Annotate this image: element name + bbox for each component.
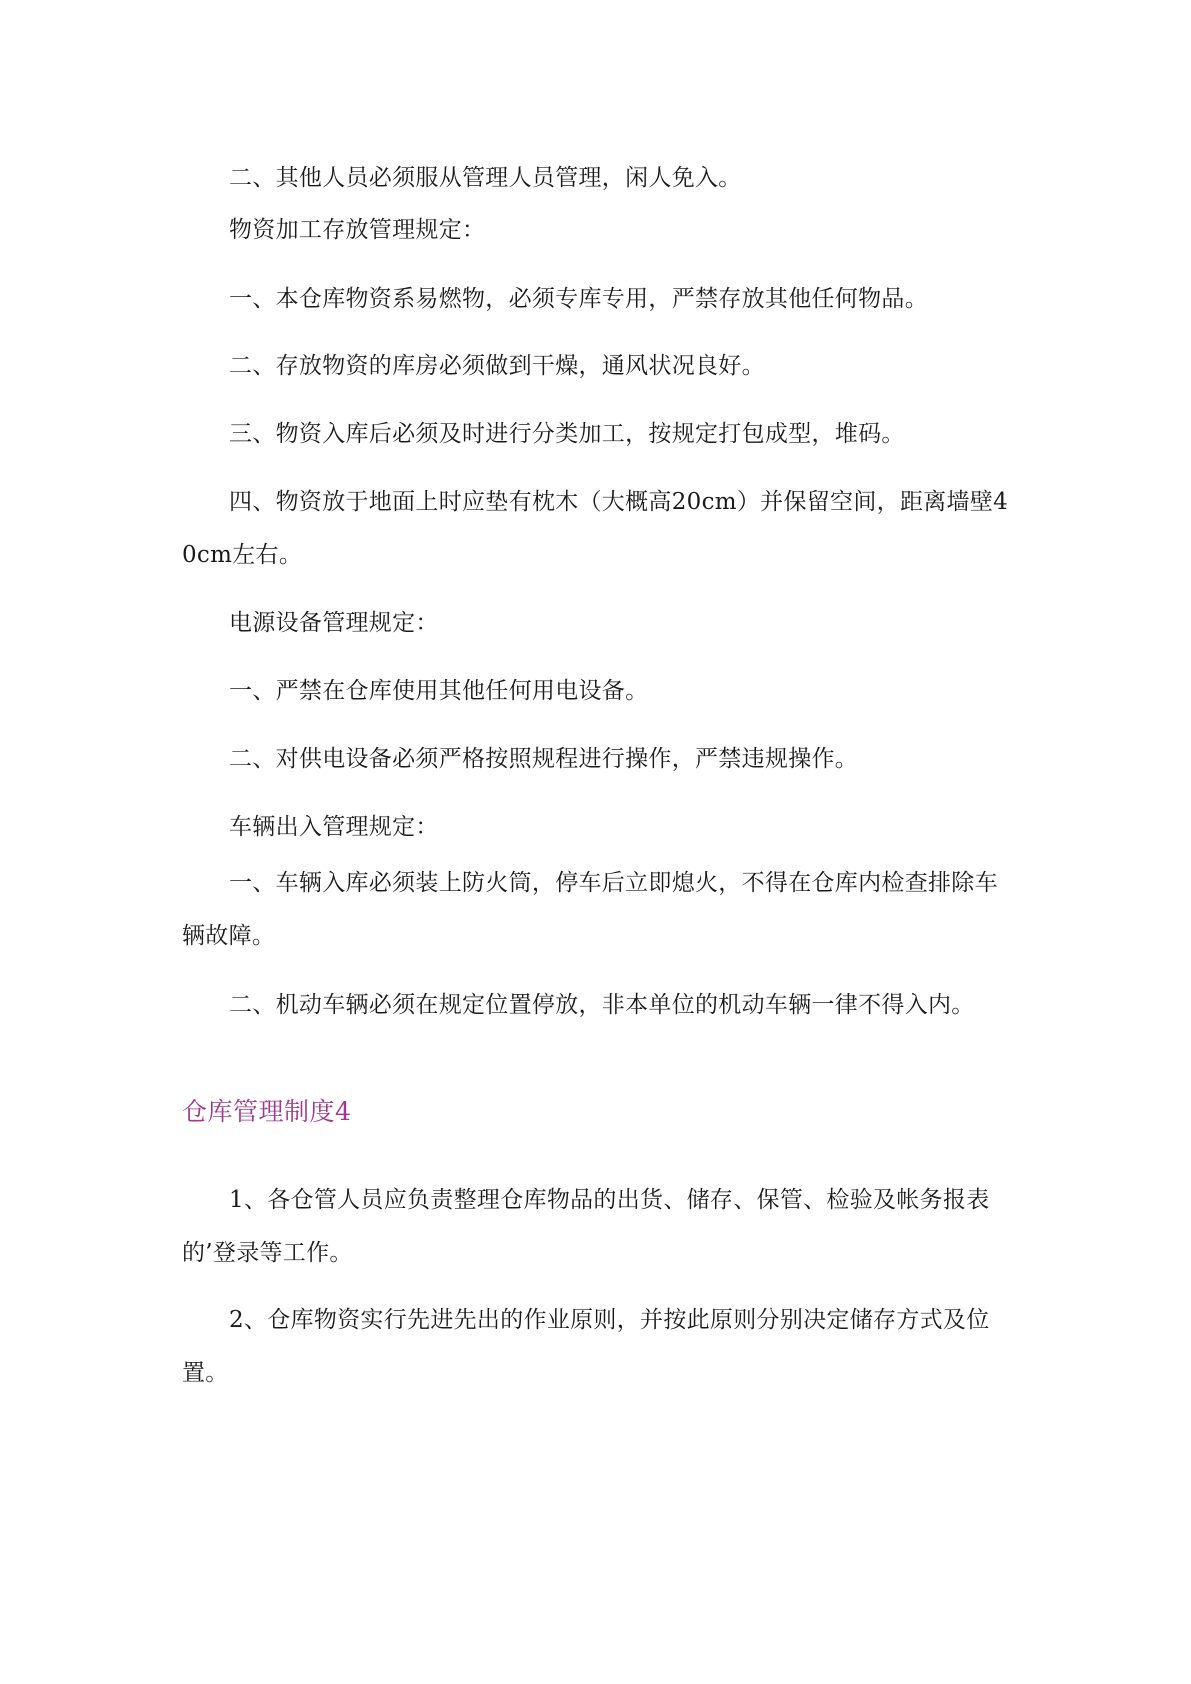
subheading-vehicle-access: 车辆出入管理规定： <box>229 814 439 840</box>
paragraph-sleeper-spacing: 四、物资放于地面上时应垫有枕木（大概高20cm）并保留空间，距离墙壁40cm左右。 <box>182 489 1009 568</box>
paragraph-dry-ventilation: 二、存放物资的库房必须做到干燥，通风状况良好。 <box>229 353 765 379</box>
paragraph-no-electrical-devices: 一、严禁在仓库使用其他任何用电设备。 <box>229 678 649 704</box>
paragraph-fifo-principle: 2、仓库物资实行先进先出的作业原则，并按此原则分别决定储存方式及位置。 <box>182 1307 990 1386</box>
subheading-material-storage: 物资加工存放管理规定： <box>229 217 486 243</box>
paragraph-other-personnel: 二、其他人员必须服从管理人员管理，闲人免入。 <box>229 165 742 191</box>
subheading-power-equipment: 电源设备管理规定： <box>229 610 439 636</box>
section-heading: 仓库管理制度4 <box>182 1097 352 1126</box>
paragraph-classification: 三、物资入库后必须及时进行分类加工，按规定打包成型，堆码。 <box>229 421 905 447</box>
paragraph-power-operation: 二、对供电设备必须严格按照规程进行操作，严禁违规操作。 <box>229 746 859 772</box>
paragraph-flammable-materials: 一、本仓库物资系易燃物，必须专库专用，严禁存放其他任何物品。 <box>229 286 928 312</box>
paragraph-vehicle-parking: 二、机动车辆必须在规定位置停放，非本单位的机动车辆一律不得入内。 <box>229 992 975 1018</box>
paragraph-warehouse-duties: 1、各仓管人员应负责整理仓库物品的出货、储存、保管、检验及帐务报表的’登录等工作。 <box>182 1187 990 1266</box>
paragraph-vehicle-fire-extinguisher: 一、车辆入库必须装上防火筒，停车后立即熄火，不得在仓库内检查排除车辆故障。 <box>182 870 998 949</box>
